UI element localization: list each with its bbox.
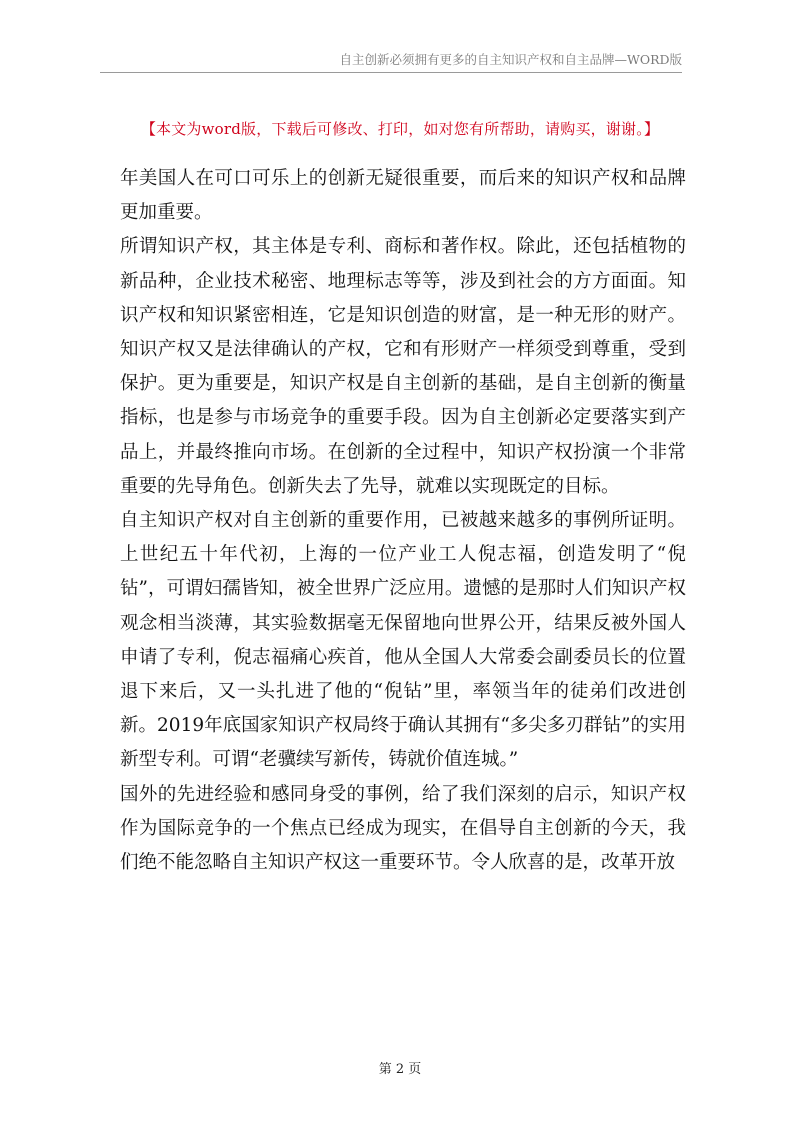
- document-body: [120, 162, 686, 880]
- running-header: [100, 50, 682, 73]
- header-title: 自主创新必须拥有更多的自主知识产权和自主品牌—WORD版: [339, 52, 682, 67]
- paragraph: 国外的先进经验和感同身受的事例，给了我们深刻的启示，知识产权作为国际竞争的一个焦点已经成为现实，在倡导自主创新的今天，我们绝不能忽略自主知识产权这一重要环节。令人欣喜的是，改革开放: [120, 783, 686, 874]
- paragraph: 所谓知识产权，其主体是专利、商标和著作权。除此，还包括植物的新品种，企业技术秘密、地理标志等等，涉及到社会的方方面面。知识产权和知识紧密相连，它是知识创造的财富，是一种无形的财产。知识产权又是法律确认的产权，它和有形财产一样须受到尊重，受到保护。更为重要是，知识产权是自主创新的基础，是自主创新的衡量指标，也是参与市场竞争的重要手段。因为自主创新必定要落实到产品上，并最终推向市场。在创新的全过程中，知识产权扮演一个非常重要的先导角色。创新失去了先导，就难以实现既定的目标。: [120, 236, 686, 497]
- paragraph: 年美国人在可口可乐上的创新无疑很重要，而后来的知识产权和品牌更加重要。: [120, 168, 686, 224]
- paragraph: 自主知识产权对自主创新的重要作用，已被越来越多的事例所证明。上世纪五十年代初，上海的一位产业工人倪志福，创造发明了“倪钻”，可谓妇孺皆知，被全世界广泛应用。遗憾的是那时人们知识产权观念相当淡薄，其实验数据毫无保留地向世界公开，结果反被外国人申请了专利，倪志福痛心疾首，他从全国人大常委会副委员长的位置退下来后，又一头扎进了他的“倪钻”里，率领当年的徒弟们改进创新。2019年底国家知识产权局终于确认其拥有“多尖多刃群钻”的实用新型专利。可谓“老骥续写新传，铸就价值连城。”: [120, 510, 686, 771]
- page-number: 第 2 页: [378, 1062, 422, 1077]
- download-notice: 【本文为word版，下载后可修改、打印，如对您有所帮助，请购买，谢谢。】: [140, 120, 660, 138]
